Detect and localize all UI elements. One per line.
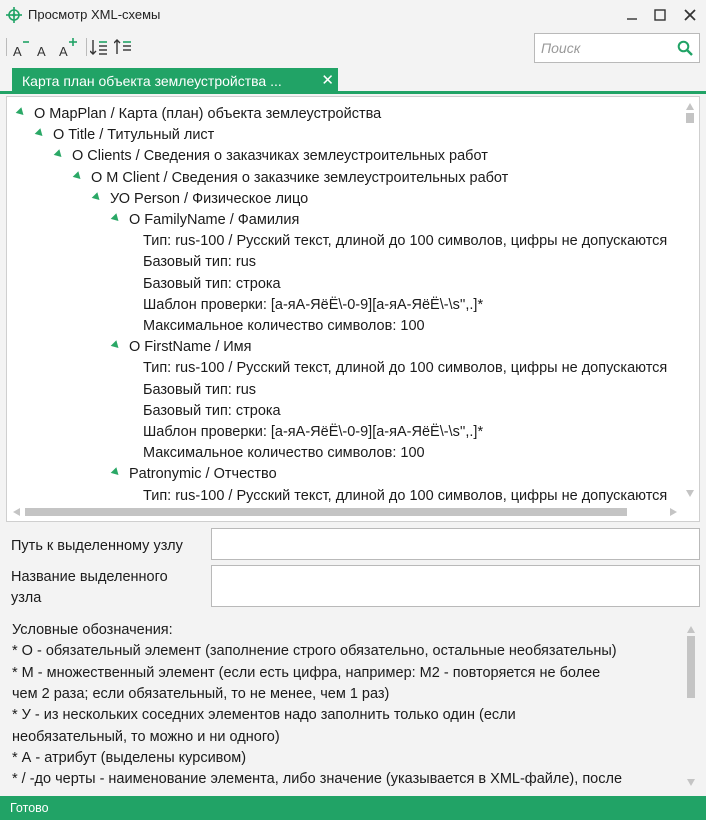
legend-vertical-scrollbar[interactable]: [682, 616, 700, 792]
scroll-up-icon[interactable]: [687, 626, 695, 633]
tree-node-detail[interactable]: [143, 443, 425, 464]
scroll-thumb[interactable]: [686, 113, 694, 123]
collapse-all-button[interactable]: [114, 36, 132, 58]
tree-node[interactable]: [36, 125, 214, 146]
path-label: Путь к выделенному узлу: [11, 538, 183, 554]
path-field[interactable]: [211, 528, 700, 560]
tree-node-label: Шаблон проверки: [а-яА-ЯёЁ\-0-9][а-яА-ЯёЁ\-\s'',.]*: [143, 424, 484, 440]
tree-node-label: О Title / Титульный лист: [53, 127, 215, 144]
tree-node-detail[interactable]: [143, 422, 483, 443]
reset-font-button[interactable]: [36, 36, 52, 58]
tree-node[interactable]: [112, 464, 277, 485]
svg-text:A: A: [59, 44, 68, 58]
legend-line: необязательный, то можно и ни одного): [12, 728, 280, 745]
legend-line: * / -до черты - наименование элемента, либо значение (указывается в XML-файле), после: [12, 771, 623, 788]
tree-node-detail[interactable]: [143, 358, 667, 379]
title-bar: [0, 0, 706, 30]
tree-node-label: Тип: rus-100 / Русский текст, длиной до 100 символов, цифры не допускаются: [143, 360, 668, 377]
status-text: Готово: [10, 801, 49, 815]
schema-tree-panel: [6, 96, 700, 522]
scroll-left-icon[interactable]: [13, 508, 20, 516]
toolbar-separator: [86, 38, 87, 56]
node-name-label-line: узла: [11, 590, 42, 606]
tree-node-label: Тип: rus-100 / Русский текст, длиной до 100 символов, цифры не допускаются: [143, 233, 668, 250]
expander-triangle-icon[interactable]: [111, 340, 122, 351]
tree-node[interactable]: [112, 210, 299, 231]
expand-all-icon: [90, 36, 108, 58]
tree-node-detail[interactable]: [143, 295, 483, 316]
tree-node[interactable]: [112, 337, 252, 358]
expander-triangle-icon[interactable]: [111, 468, 122, 479]
tree-node-detail[interactable]: [143, 316, 425, 337]
expander-triangle-icon[interactable]: [73, 171, 84, 182]
tree-node-detail[interactable]: [143, 231, 667, 252]
font-decrease-icon: [12, 36, 32, 58]
minimize-icon: [626, 9, 638, 21]
tree-node-detail[interactable]: [143, 380, 256, 401]
tree-node-detail[interactable]: [143, 252, 256, 273]
tree-node-label: О FamilyName / Фамилия: [129, 212, 300, 228]
legend-line: * О - обязательный элемент (заполнение строго обязательно, остальные необязательны): [12, 643, 617, 660]
tree-node-label: Тип: rus-100 / Русский текст, длиной до 100 символов, цифры не допускаются: [143, 487, 668, 503]
legend-line: чем 2 раза; если обязательный, то не менее, чем 1 раз): [12, 685, 390, 702]
tree-node[interactable]: [74, 168, 508, 189]
window-title: Просмотр XML-схемы: [28, 7, 161, 22]
tree-node-label: УО Person / Физическое лицо: [110, 190, 309, 207]
maximize-button[interactable]: [645, 0, 675, 30]
tree-node-label: Базовый тип: строка: [143, 402, 281, 419]
search-box: [534, 33, 700, 63]
tree-node-label: Шаблон проверки: [а-яА-ЯёЁ\-0-9][а-яА-ЯёЁ\-\s'',.]*: [143, 296, 484, 313]
search-input[interactable]: [535, 34, 675, 62]
tree-horizontal-scrollbar[interactable]: [7, 503, 683, 521]
app-crosshair-icon: [6, 7, 22, 23]
close-window-button[interactable]: [675, 0, 705, 30]
tree-node-detail[interactable]: [143, 401, 281, 422]
minimize-button[interactable]: [617, 0, 647, 30]
tree-node-label: Максимальное количество символов: 100: [143, 318, 425, 334]
legend-line: * А - атрибут (выделены курсивом): [12, 749, 247, 766]
status-bar: [0, 796, 706, 820]
node-name-label: [11, 567, 168, 609]
scroll-down-icon[interactable]: [687, 779, 695, 786]
close-icon: [684, 9, 696, 21]
scroll-thumb[interactable]: [25, 508, 627, 516]
expander-triangle-icon[interactable]: [54, 150, 65, 161]
tree-node-label: Patronymic / Отчество: [129, 466, 277, 483]
toolbar-separator: [6, 38, 7, 56]
tree-node-detail[interactable]: [143, 486, 667, 503]
font-increase-icon: [58, 36, 80, 58]
maximize-icon: [654, 9, 666, 21]
legend-panel: [6, 616, 700, 792]
search-icon[interactable]: [677, 40, 693, 56]
expander-triangle-icon[interactable]: [92, 192, 103, 203]
tree-node-label: О MapPlan / Карта (план) объекта землеустройства: [34, 106, 382, 122]
tree-node-label: О Clients / Сведения о заказчиках землеустроительных работ: [72, 148, 488, 165]
expander-triangle-icon[interactable]: [16, 107, 27, 118]
tree-node[interactable]: [93, 189, 308, 210]
scroll-thumb[interactable]: [687, 636, 695, 698]
tree-node-label: О М Client / Сведения о заказчике землеустроительных работ: [91, 169, 509, 186]
tree-node-label: Максимальное количество символов: 100: [143, 445, 425, 462]
tree-node-label: О FirstName / Имя: [129, 339, 252, 356]
scroll-down-icon[interactable]: [686, 490, 694, 497]
tab-label: Карта план объекта землеустройства ...: [22, 73, 282, 89]
collapse-all-icon: [114, 36, 132, 58]
tab-map-plan[interactable]: [12, 68, 338, 94]
tree-node[interactable]: [17, 104, 381, 125]
svg-text:A: A: [13, 44, 22, 58]
scroll-up-icon[interactable]: [686, 103, 694, 110]
increase-font-button[interactable]: [58, 36, 80, 58]
scroll-right-icon[interactable]: [670, 508, 677, 516]
legend-line: * У - из нескольких соседних элементов надо заполнить только один (если: [12, 707, 516, 724]
schema-tree: [7, 97, 683, 503]
node-name-field[interactable]: [211, 565, 700, 607]
tree-node-label: Базовый тип: rus: [143, 254, 257, 271]
legend-line: Условные обозначения:: [12, 622, 173, 638]
tree-node[interactable]: [55, 146, 488, 167]
tree-vertical-scrollbar[interactable]: [681, 97, 699, 503]
font-normal-icon: [36, 36, 52, 58]
node-name-label-line: Название выделенного: [11, 569, 168, 585]
svg-text:A: A: [37, 44, 46, 58]
tab-strip: [0, 68, 706, 94]
expander-triangle-icon[interactable]: [35, 128, 46, 139]
tree-node-detail[interactable]: [143, 274, 281, 295]
decrease-font-button[interactable]: [12, 36, 32, 58]
tree-node-label: Базовый тип: rus: [143, 381, 257, 398]
expander-triangle-icon[interactable]: [111, 213, 122, 224]
legend-line: * М - множественный элемент (если есть цифра, например: М2 - повторяется не более: [12, 664, 601, 681]
expand-all-button[interactable]: [90, 36, 108, 58]
tab-close-icon[interactable]: ✕: [321, 72, 334, 89]
tree-node-label: Базовый тип: строка: [143, 275, 281, 292]
